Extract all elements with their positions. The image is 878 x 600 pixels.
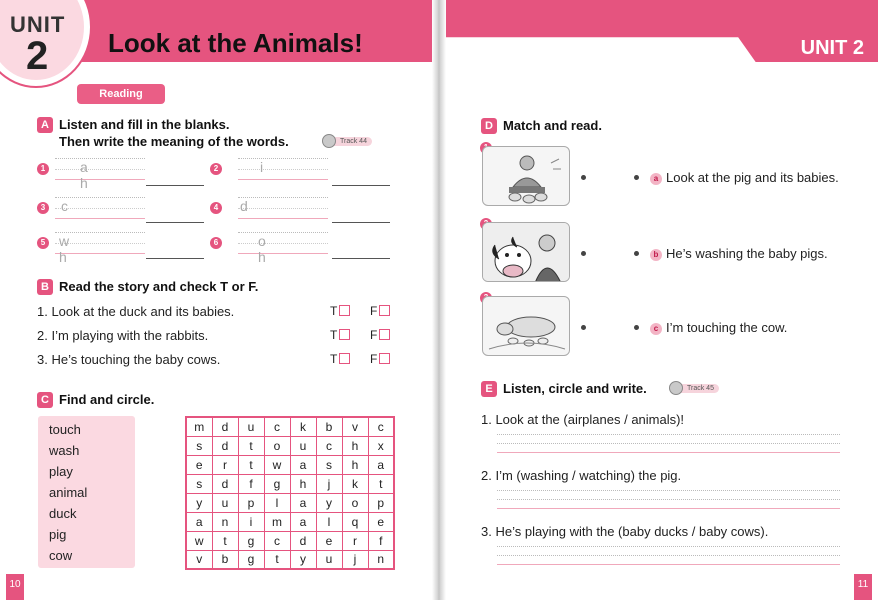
track-45-label: Track 45 <box>687 385 714 392</box>
grid-cell[interactable]: v <box>186 550 212 569</box>
grid-row <box>186 493 394 512</box>
grid-cell[interactable]: b <box>316 417 342 436</box>
grid-cell[interactable]: d <box>212 436 238 455</box>
meaning-answer-line[interactable] <box>332 185 390 186</box>
true-checkbox[interactable] <box>330 304 350 318</box>
checkbox[interactable] <box>379 305 390 316</box>
grid-cell[interactable]: n <box>368 550 394 569</box>
grid-cell[interactable]: h <box>290 474 316 493</box>
grid-cell[interactable]: d <box>212 474 238 493</box>
sentence-a-text: Look at the pig and its babies. <box>666 170 839 185</box>
item-number: 2 <box>210 163 222 175</box>
grid-cell[interactable]: d <box>290 531 316 550</box>
false-label: F <box>370 352 378 366</box>
grid-cell[interactable]: p <box>238 493 264 512</box>
true-label: T <box>330 352 338 366</box>
listen-item-2: 2. I’m (washing / watching) the pig. <box>481 468 682 483</box>
page-title: Look at the Animals! <box>108 28 363 58</box>
grid-cell[interactable]: c <box>264 417 290 436</box>
false-label: F <box>370 304 378 318</box>
grid-cell[interactable]: a <box>368 455 394 474</box>
meaning-answer-line[interactable] <box>332 258 390 259</box>
grid-cell[interactable]: t <box>238 455 264 474</box>
letter-hint: o h <box>258 233 302 265</box>
grid-cell[interactable]: u <box>212 493 238 512</box>
letter-hint: c <box>61 198 92 214</box>
section-e-text: Listen, circle and write. <box>503 381 647 396</box>
grid-row <box>186 474 394 493</box>
word-search-grid[interactable] <box>185 416 395 570</box>
grid-cell[interactable]: s <box>186 436 212 455</box>
listen-item-1: 1. Look at the (airplanes / animals)! <box>481 412 685 427</box>
grid-cell[interactable]: f <box>238 474 264 493</box>
item-number: 1 <box>37 163 49 175</box>
grid-cell[interactable]: j <box>342 550 368 569</box>
writing-line[interactable] <box>55 232 145 265</box>
listen-item-3: 3. He’s playing with the (baby ducks / baby cows). <box>481 524 769 539</box>
grid-cell[interactable]: u <box>316 550 342 569</box>
section-a-letter: A <box>37 117 53 133</box>
grid-cell[interactable]: a <box>290 512 316 531</box>
writing-line[interactable] <box>497 434 840 458</box>
cd-icon <box>322 134 336 148</box>
grid-cell[interactable]: k <box>290 417 316 436</box>
grid-cell[interactable]: r <box>342 531 368 550</box>
grid-cell[interactable]: o <box>342 493 368 512</box>
match-dot[interactable] <box>581 251 586 256</box>
grid-cell[interactable]: x <box>368 436 394 455</box>
word-item: wash <box>49 443 80 458</box>
true-label: T <box>330 328 338 342</box>
grid-cell[interactable]: y <box>316 493 342 512</box>
section-b-letter: B <box>37 279 53 295</box>
checkbox[interactable] <box>339 329 350 340</box>
letter-hint: d <box>240 198 272 214</box>
grid-cell[interactable]: w <box>186 531 212 550</box>
grid-cell[interactable]: a <box>186 512 212 531</box>
grid-cell[interactable]: l <box>264 493 290 512</box>
statement-2: 2. I’m playing with the rabbits. <box>37 328 209 343</box>
word-list-box <box>38 416 135 568</box>
section-c-letter: C <box>37 392 53 408</box>
grid-cell[interactable]: b <box>212 550 238 569</box>
unit-label-right: UNIT 2 <box>800 37 864 59</box>
sentence-b-text: He’s washing the baby pigs. <box>666 246 828 261</box>
item-number: 6 <box>210 237 222 249</box>
grid-row <box>186 512 394 531</box>
match-dot[interactable] <box>634 175 639 180</box>
page-number-left: 10 <box>6 574 24 600</box>
grid-cell[interactable]: h <box>342 436 368 455</box>
grid-cell[interactable]: c <box>368 417 394 436</box>
section-d-letter: D <box>481 118 497 134</box>
checkbox[interactable] <box>339 305 350 316</box>
sentence-b <box>650 246 828 261</box>
true-checkbox[interactable] <box>330 352 350 366</box>
grid-cell[interactable]: g <box>238 531 264 550</box>
reading-tag: Reading <box>77 84 165 104</box>
writing-line[interactable] <box>55 197 145 219</box>
word-item: pig <box>49 527 67 542</box>
grid-cell[interactable]: v <box>342 417 368 436</box>
word-item: animal <box>49 485 88 500</box>
grid-cell[interactable]: e <box>316 531 342 550</box>
section-b-text: Read the story and check T or F. <box>59 279 259 294</box>
picture-pig-with-piglets <box>482 296 570 356</box>
match-dot[interactable] <box>634 325 639 330</box>
grid-cell[interactable]: t <box>264 550 290 569</box>
grid-cell[interactable]: l <box>316 512 342 531</box>
meaning-answer-line[interactable] <box>332 222 390 223</box>
section-d-instruction <box>481 118 602 134</box>
grid-cell[interactable]: k <box>342 474 368 493</box>
grid-cell[interactable]: j <box>316 474 342 493</box>
writing-line[interactable] <box>497 546 840 570</box>
writing-line[interactable] <box>55 158 145 191</box>
grid-row <box>186 436 394 455</box>
section-a-line2: Then write the meaning of the words. <box>59 134 289 149</box>
sentence-letter-c: c <box>650 323 662 335</box>
word-item: duck <box>49 506 77 521</box>
checkbox[interactable] <box>379 329 390 340</box>
section-d-text: Match and read. <box>503 118 602 133</box>
sentence-a <box>650 170 839 185</box>
statement-1: 1. Look at the duck and its babies. <box>37 304 235 319</box>
word-item: cow <box>49 548 73 563</box>
grid-row <box>186 550 394 569</box>
grid-cell[interactable]: y <box>186 493 212 512</box>
unit-number: 2 <box>26 34 49 78</box>
letter-hint: w h <box>59 233 104 265</box>
statement-3: 3. He’s touching the baby cows. <box>37 352 221 367</box>
grid-cell[interactable]: c <box>316 436 342 455</box>
track-44-label: Track 44 <box>340 138 367 145</box>
meaning-answer-line[interactable] <box>146 185 204 186</box>
grid-cell[interactable]: w <box>264 455 290 474</box>
sentence-letter-b: b <box>650 249 662 261</box>
writing-line[interactable] <box>238 232 328 265</box>
meaning-answer-line[interactable] <box>146 222 204 223</box>
match-dot[interactable] <box>581 325 586 330</box>
sentence-letter-a: a <box>650 173 662 185</box>
meaning-answer-line[interactable] <box>146 258 204 259</box>
grid-row <box>186 417 394 436</box>
grid-cell[interactable]: q <box>342 512 368 531</box>
sentence-c <box>650 320 787 335</box>
match-dot[interactable] <box>634 251 639 256</box>
grid-cell[interactable]: s <box>316 455 342 474</box>
section-c-text: Find and circle. <box>59 392 155 407</box>
grid-cell[interactable]: n <box>212 512 238 531</box>
grid-cell[interactable]: y <box>290 550 316 569</box>
picture-man-with-cow <box>482 222 570 282</box>
grid-cell[interactable]: o <box>264 436 290 455</box>
picture-boy-with-ducklings <box>482 146 570 206</box>
grid-cell[interactable]: d <box>212 417 238 436</box>
section-a-instruction <box>37 117 229 133</box>
section-a-line1: Listen and fill in the blanks. <box>59 117 230 132</box>
track-44-badge[interactable] <box>326 137 372 146</box>
section-b-instruction <box>37 279 258 295</box>
writing-line[interactable] <box>238 158 328 180</box>
left-page <box>0 0 437 600</box>
false-checkbox[interactable] <box>370 352 390 366</box>
grid-cell[interactable]: e <box>368 512 394 531</box>
grid-cell[interactable]: m <box>264 512 290 531</box>
unit-word: UNIT <box>10 12 66 37</box>
checkbox[interactable] <box>379 353 390 364</box>
item-number: 4 <box>210 202 222 214</box>
cd-icon <box>669 381 683 395</box>
false-checkbox[interactable] <box>370 304 390 318</box>
grid-cell[interactable]: u <box>238 417 264 436</box>
book-gutter <box>432 0 446 600</box>
item-number: 5 <box>37 237 49 249</box>
grid-cell[interactable]: a <box>290 455 316 474</box>
grid-cell[interactable]: r <box>212 455 238 474</box>
grid-row <box>186 455 394 474</box>
grid-cell[interactable]: a <box>290 493 316 512</box>
true-label: T <box>330 304 338 318</box>
letter-hint: a h <box>80 159 112 191</box>
grid-cell[interactable]: g <box>238 550 264 569</box>
grid-cell[interactable]: p <box>368 493 394 512</box>
grid-cell[interactable]: c <box>264 531 290 550</box>
false-label: F <box>370 328 378 342</box>
section-c-instruction <box>37 392 154 408</box>
writing-line[interactable] <box>238 197 328 219</box>
grid-cell[interactable]: t <box>238 436 264 455</box>
grid-cell[interactable]: f <box>368 531 394 550</box>
grid-row <box>186 531 394 550</box>
false-checkbox[interactable] <box>370 328 390 342</box>
track-45-badge[interactable] <box>673 384 719 393</box>
grid-cell[interactable]: t <box>368 474 394 493</box>
writing-line[interactable] <box>497 490 840 514</box>
sentence-c-text: I’m touching the cow. <box>666 320 788 335</box>
grid-cell[interactable]: i <box>238 512 264 531</box>
item-number: 3 <box>37 202 49 214</box>
checkbox[interactable] <box>339 353 350 364</box>
word-item: touch <box>49 422 81 437</box>
grid-cell[interactable]: h <box>342 455 368 474</box>
word-item: play <box>49 464 73 479</box>
grid-cell[interactable]: u <box>290 436 316 455</box>
letter-hint: i <box>260 159 288 175</box>
match-dot[interactable] <box>581 175 586 180</box>
grid-cell[interactable]: m <box>186 417 212 436</box>
section-e-letter: E <box>481 381 497 397</box>
grid-cell[interactable]: s <box>186 474 212 493</box>
true-checkbox[interactable] <box>330 328 350 342</box>
section-e-instruction <box>481 381 647 397</box>
grid-cell[interactable]: e <box>186 455 212 474</box>
page-number-right: 11 <box>854 574 872 600</box>
grid-cell[interactable]: t <box>212 531 238 550</box>
grid-cell[interactable]: g <box>264 474 290 493</box>
